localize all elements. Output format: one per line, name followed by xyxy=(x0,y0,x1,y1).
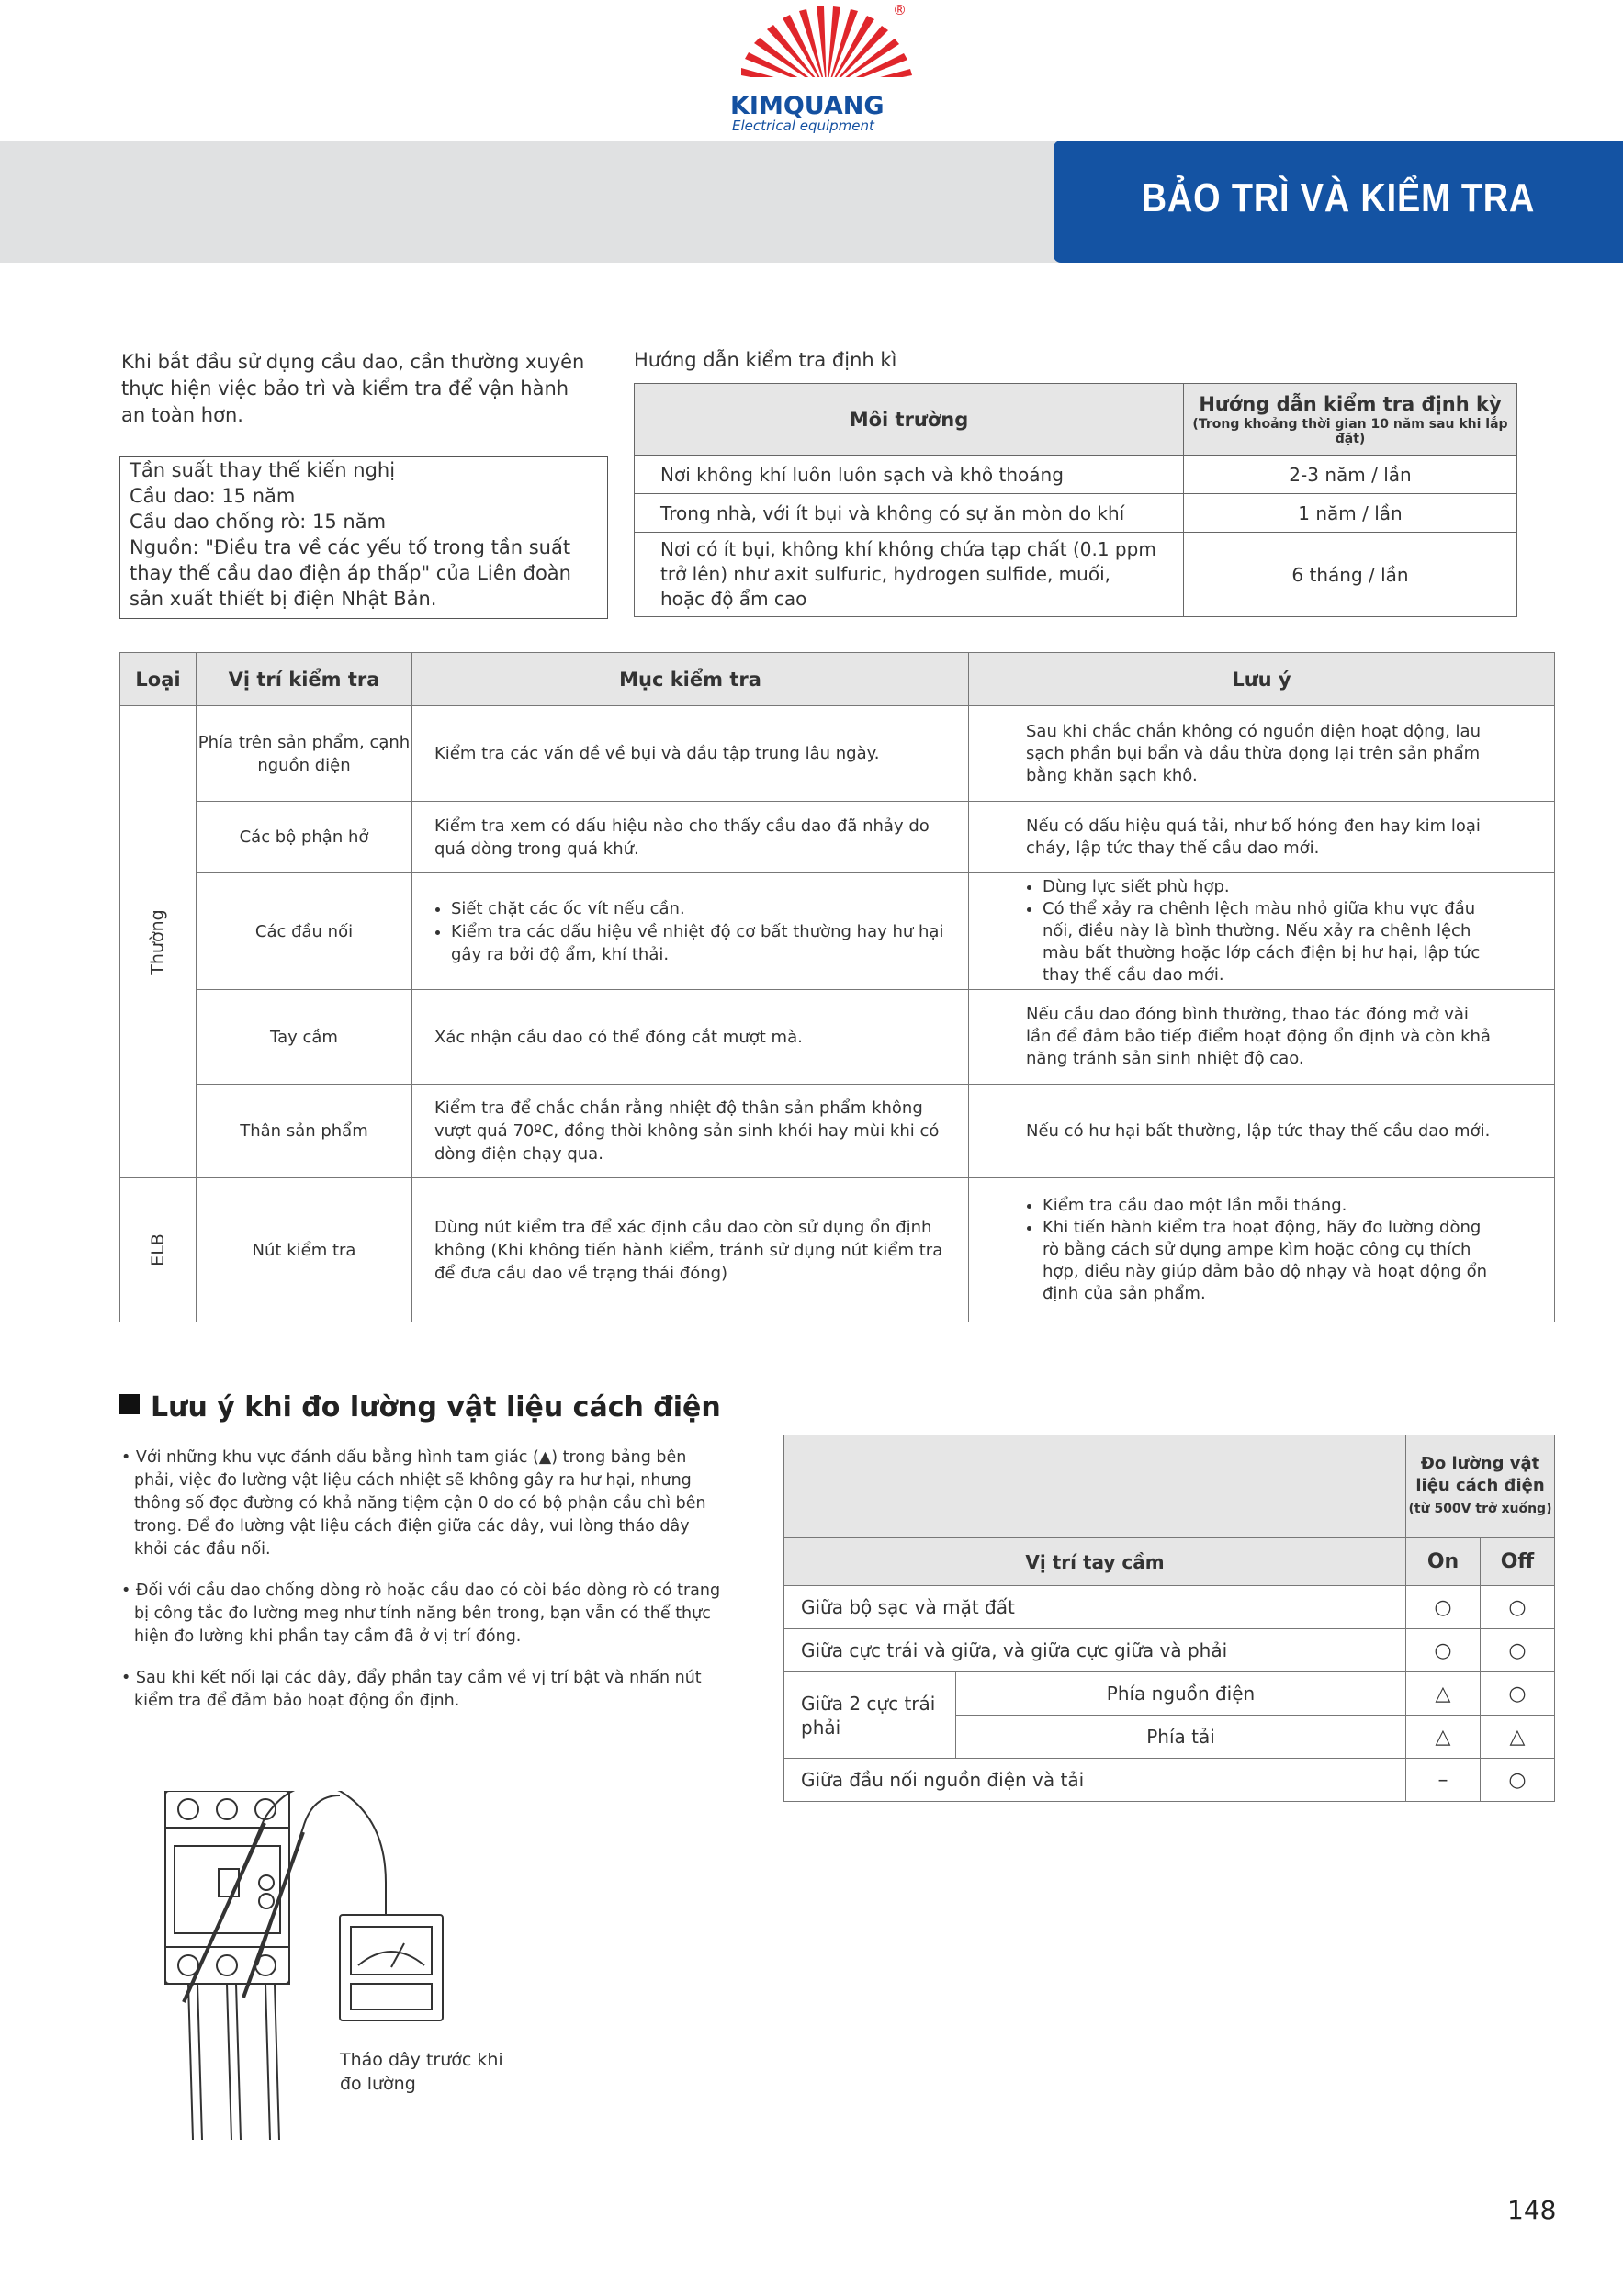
item-cell xyxy=(412,873,969,990)
page-number: 148 xyxy=(1507,2195,1557,2225)
off-header: Off xyxy=(1481,1538,1555,1586)
category-elb xyxy=(120,1178,197,1322)
freq-line: Cầu dao: 15 năm xyxy=(130,485,296,507)
note-cell xyxy=(969,1178,1555,1322)
intro-text: Khi bắt đầu sử dụng cầu dao, cần thường xuyên thực hiện việc bảo trì và kiểm tra để vận hành an toàn hơn. xyxy=(121,351,585,426)
header-position: Vị trí kiểm tra xyxy=(197,653,412,706)
section-title-text: Lưu ý khi đo lường vật liệu cách điện xyxy=(151,1391,721,1424)
item-cell: Xác nhận cầu dao có thể đóng cắt mượt mà. xyxy=(412,990,969,1085)
freq-cell: 6 tháng / lần xyxy=(1184,533,1517,617)
note-paragraph: • Sau khi kết nối lại các dây, đẩy phần tay cầm về vị trí bật và nhấn nút kiểm tra để đảm bảo hoạt động ổn định. xyxy=(121,1669,702,1710)
row-label: Giữa đầu nối nguồn điện và tải xyxy=(784,1759,1406,1802)
table-row xyxy=(120,1178,1555,1322)
note-bullet: • Có thể xảy ra chênh lệch màu nhỏ giữa khu vực đầu nối, điều này là bình thường. Nếu xảy ra chênh lệch màu bất thường hoặc lớp cách điện bị hư hại, lập tức thay thế cầu dao mới. xyxy=(1043,898,1497,986)
title-box xyxy=(1054,141,1623,263)
freq-line: Tần suất thay thế kiến nghị xyxy=(130,459,396,481)
table-row xyxy=(120,990,1555,1085)
off-mark: ○ xyxy=(1481,1759,1555,1802)
row-label: Giữa bộ sạc và mặt đất xyxy=(784,1586,1406,1629)
on-mark: – xyxy=(1406,1759,1481,1802)
note-cell: Sau khi chắc chắn không có nguồn điện hoạt động, lau sạch phần bụi bẩn và dầu thừa đọng lại trên sản phẩm bằng khăn sạch khô. xyxy=(969,706,1555,802)
note-cell: Nếu cầu dao đóng bình thường, thao tác đóng mở vài lần để đảm bảo tiếp điểm hoạt động ổn định và còn khả năng tránh sản sinh nhiệt độ cao. xyxy=(969,990,1555,1085)
figure-caption xyxy=(340,2048,503,2096)
note-cell: Nếu có dấu hiệu quá tải, như bố hóng đen hay kim loại cháy, lập tức thay thế cầu dao mới. xyxy=(969,802,1555,873)
measure-header xyxy=(1406,1435,1555,1538)
replacement-frequency-box xyxy=(119,456,608,619)
brand-tagline: Electrical equipment xyxy=(732,118,874,134)
on-mark: △ xyxy=(1406,1672,1481,1716)
freq-line: thay thế cầu dao điện áp thấp" của Liên đoàn xyxy=(130,562,571,584)
handle-header: Vị trí tay cầm xyxy=(784,1538,1406,1586)
off-mark: ○ xyxy=(1481,1629,1555,1672)
freq-line: sản xuất thiết bị điện Nhật Bản. xyxy=(130,588,437,610)
table-row xyxy=(120,706,1555,802)
row-label: Giữa cực trái và giữa, và giữa cực giữa và phải xyxy=(784,1629,1406,1672)
on-mark: △ xyxy=(1406,1716,1481,1759)
off-mark: ○ xyxy=(1481,1672,1555,1716)
insulation-notes xyxy=(119,1446,721,1731)
on-header: On xyxy=(1406,1538,1481,1586)
position-cell: Các bộ phận hở xyxy=(197,802,412,873)
measure-header-text: Đo lường vật liệu cách điện xyxy=(1415,1454,1545,1495)
square-bullet-icon xyxy=(119,1394,140,1414)
position-cell: Các đầu nối xyxy=(197,873,412,990)
note-bullet: • Khi tiến hành kiểm tra hoạt động, hãy đo lường dòng rò bằng cách sử dụng ampe kìm hoặc công cụ thích hợp, điều này giúp đảm bảo độ nhạy và hoạt động ổn định của sản phẩm. xyxy=(1043,1217,1497,1305)
row-group-label: Giữa 2 cực trái phải xyxy=(784,1672,956,1759)
item-cell: Kiểm tra các vấn đề về bụi và dầu tập trung lâu ngày. xyxy=(412,706,969,802)
off-mark: ○ xyxy=(1481,1586,1555,1629)
note-text: Đối với cầu dao chống dòng rò hoặc cầu dao có còi báo dòng rò có trang bị công tắc đo lường meg như tính năng bên trong, bạn vẫn có thể thực hiện đo lường khi phần tay cầm đã ở vị trí đóng. xyxy=(134,1581,721,1646)
header-note: Lưu ý xyxy=(969,653,1555,706)
note-text: Sau khi kết nối lại các dây, đẩy phần tay cầm về vị trí bật và nhấn nút kiểm tra để đảm bảo hoạt động ổn định. xyxy=(134,1669,702,1710)
freq-header xyxy=(1184,384,1517,456)
figure-caption-line: đo lường xyxy=(340,2074,416,2094)
on-mark: ○ xyxy=(1406,1586,1481,1629)
megger-meter-icon xyxy=(340,1915,443,2020)
note-bullet: • Dùng lực siết phù hợp. xyxy=(1043,876,1497,898)
freq-line: Nguồn: "Điều tra về các yếu tố trong tần suất xyxy=(130,536,571,558)
row-label: Phía nguồn điện xyxy=(956,1672,1406,1716)
env-cell: Nơi không khí luôn luôn sạch và khô thoáng xyxy=(635,456,1184,494)
inspection-table xyxy=(119,652,1555,1322)
table-row xyxy=(120,802,1555,873)
position-cell: Nút kiểm tra xyxy=(197,1178,412,1322)
item-bullet: • Kiểm tra các dấu hiệu về nhiệt độ cơ bất thường hay hư hại gây ra bởi độ ẩm, khí thải. xyxy=(451,920,946,966)
note-paragraph: • Với những khu vực đánh dấu bằng hình tam giác (▲) trong bảng bên phải, việc đo lường vật liệu cách nhiệt sẽ không gây ra hư hại, nhưng thông số đọc đường có khả năng tiệm cận 0 do có bộ phận cầu chì bên trong. Để đo lường vật liệu cách điện giữa các dây, vui lòng tháo dây khỏi các đầu nối. xyxy=(121,1448,706,1559)
brand-name: KIMQUANG xyxy=(730,92,885,120)
registered-mark: ® xyxy=(893,2,907,18)
freq-line: Cầu dao chống rò: 15 năm xyxy=(130,511,387,533)
item-cell: Kiểm tra xem có dấu hiệu nào cho thấy cầu dao đã nhảy do quá dòng trong quá khứ. xyxy=(412,802,969,873)
page-title: BẢO TRÌ VÀ KIỂM TRA xyxy=(1141,175,1536,220)
env-header: Môi trường xyxy=(635,384,1184,456)
note-cell xyxy=(969,873,1555,990)
item-cell: Kiểm tra để chắc chắn rằng nhiệt độ thân sản phẩm không vượt quá 70ºC, đồng thời không sản sinh khói hay mùi khi có dòng điện chạy qua. xyxy=(412,1085,969,1178)
guide-caption: Hướng dẫn kiểm tra định kì xyxy=(634,349,897,371)
freq-header-sub: (Trong khoảng thời gian 10 năm sau khi lắp đặt) xyxy=(1192,416,1508,446)
item-bullet: • Siết chặt các ốc vít nếu cần. xyxy=(451,897,946,920)
table-row xyxy=(120,1085,1555,1178)
row-label: Phía tải xyxy=(956,1716,1406,1759)
blank-header xyxy=(784,1435,1406,1538)
position-cell: Thân sản phẩm xyxy=(197,1085,412,1178)
note-paragraph: • Đối với cầu dao chống dòng rò hoặc cầu dao có còi báo dòng rò có trang bị công tắc đo lường meg như tính năng bên trong, bạn vẫn có thể thực hiện đo lường khi phần tay cầm đã ở vị trí đóng. xyxy=(121,1581,721,1646)
table-row xyxy=(120,873,1555,990)
env-cell: Trong nhà, với ít bụi và không có sự ăn mòn do khí xyxy=(635,494,1184,533)
figure-caption-line: Tháo dây trước khi xyxy=(340,2050,503,2070)
position-cell: Tay cầm xyxy=(197,990,412,1085)
section-title xyxy=(119,1391,721,1424)
periodic-inspection-table xyxy=(634,383,1517,617)
position-cell: Phía trên sản phẩm, cạnh nguồn điện xyxy=(197,706,412,802)
header-item: Mục kiểm tra xyxy=(412,653,969,706)
off-mark: △ xyxy=(1481,1716,1555,1759)
env-cell: Nơi có ít bụi, không khí không chứa tạp chất (0.1 ppm trở lên) như axit sulfuric, hydrogen sulfide, muối, hoặc độ ẩm cao xyxy=(635,533,1184,617)
brand-logo xyxy=(730,2,923,135)
note-cell: Nếu có hư hại bất thường, lập tức thay thế cầu dao mới. xyxy=(969,1085,1555,1178)
insulation-table xyxy=(783,1435,1555,1802)
category-label: Thường xyxy=(147,908,168,975)
header-type: Loại xyxy=(120,653,197,706)
category-normal xyxy=(120,706,197,1178)
freq-cell: 2-3 năm / lần xyxy=(1184,456,1517,494)
item-cell: Dùng nút kiểm tra để xác định cầu dao còn sử dụng ổn định không (Khi không tiến hành kiểm, tránh sử dụng nút kiểm tra để đưa cầu dao về trạng thái đóng) xyxy=(412,1178,969,1322)
freq-cell: 1 năm / lần xyxy=(1184,494,1517,533)
on-mark: ○ xyxy=(1406,1629,1481,1672)
category-label: ELB xyxy=(148,1233,168,1266)
freq-header-title: Hướng dẫn kiểm tra định kỳ xyxy=(1199,392,1502,415)
measure-header-sub: (từ 500V trở xuống) xyxy=(1408,1502,1552,1516)
note-text: Với những khu vực đánh dấu bằng hình tam giác (▲) trong bảng bên phải, việc đo lường vật liệu cách nhiệt sẽ không gây ra hư hại, nhưng thông số đọc đường có khả năng tiệm cận 0 do có bộ phận cầu chì bên trong. Để đo lường vật liệu cách điện giữa các dây, vui lòng tháo dây khỏi các đầu nối. xyxy=(134,1448,706,1559)
note-bullet: • Kiểm tra cầu dao một lần mỗi tháng. xyxy=(1043,1195,1497,1217)
